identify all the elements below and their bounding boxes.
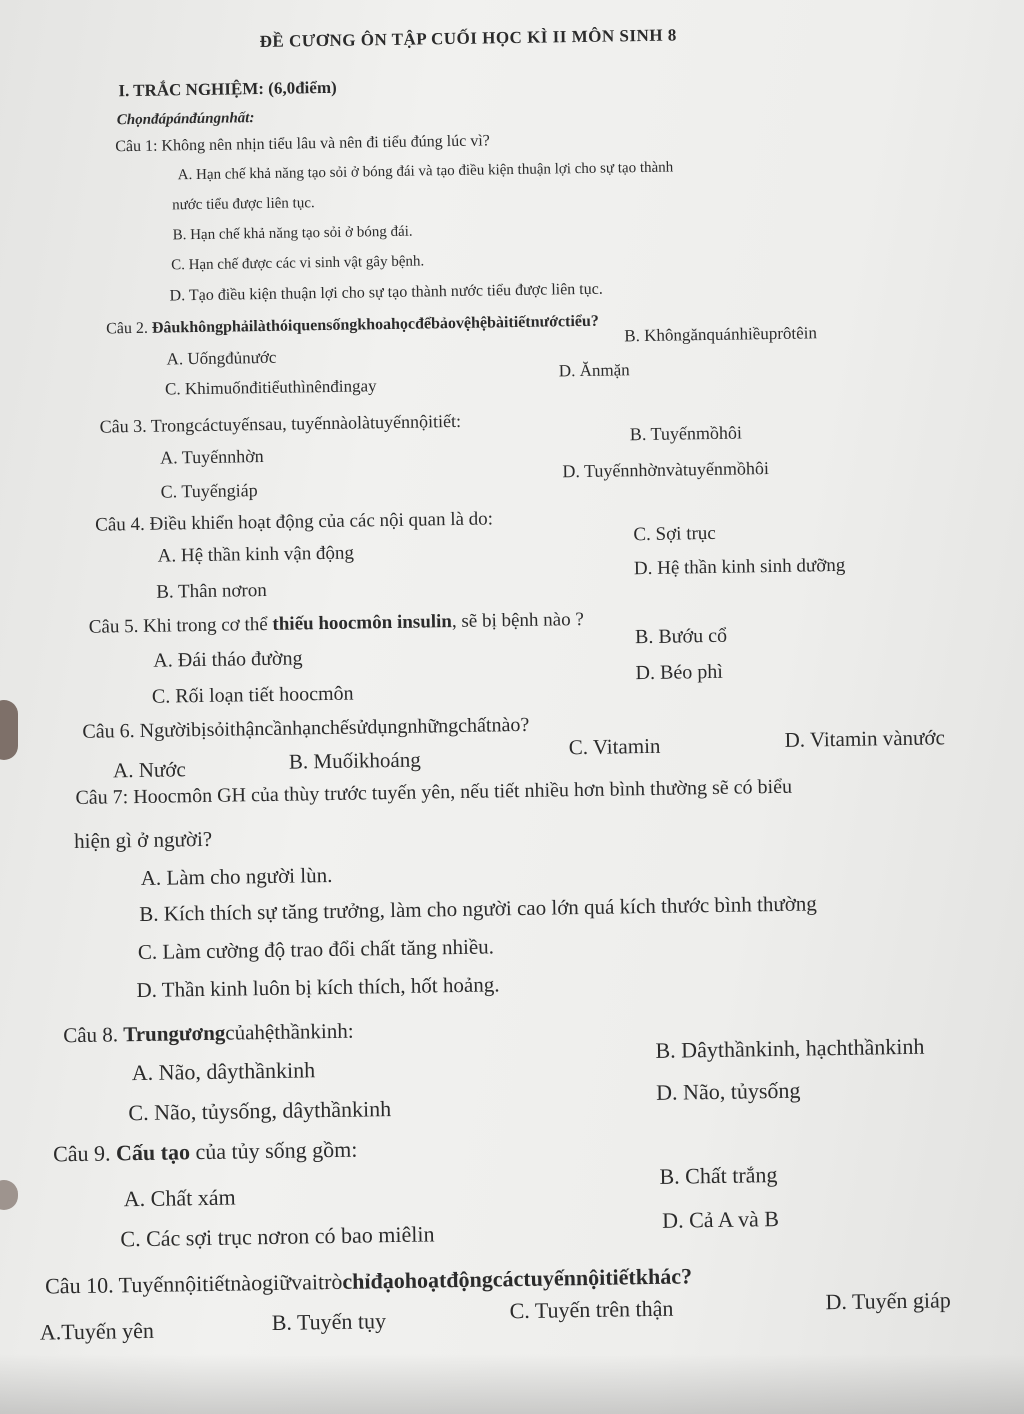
question-7-option-c: C. Làm cường độ trao đổi chất tăng nhiều. <box>137 934 495 965</box>
question-8-option-c: C. Não, tủysống, dâythầnkinh <box>128 1096 392 1126</box>
question-8-option-b: B. Dâythầnkinh, hạchthầnkinh <box>655 1033 925 1063</box>
question-2-option-b: B. Khôngănquánhiềuprôtêin <box>624 323 818 346</box>
question-1-option-b: B. Hạn chế khả năng tạo sỏi ở bóng đái. <box>172 223 413 244</box>
question-5-prefix: Câu 5. Khi trong cơ thể <box>88 613 273 638</box>
question-10-option-a: A.Tuyến yên <box>39 1317 155 1345</box>
question-9-bold: Cấu tạo <box>115 1139 191 1166</box>
question-5-bold: thiếu hoocmôn insulin <box>272 611 453 635</box>
question-6-option-c: C. Vitamin <box>568 733 661 760</box>
question-8-suffix: củahệthầnkinh: <box>225 1018 354 1045</box>
question-3-option-a: A. Tuyếnnhờn <box>159 445 264 468</box>
question-1-text: Câu 1: Không nên nhịn tiểu lâu và nên đi tiểu đúng lúc vì? <box>115 132 490 156</box>
question-4-option-c: C. Sợi trục <box>633 522 716 546</box>
question-10-prefix: Câu 10. Tuyếnnộitiếtnàogiữvaitrò <box>44 1268 343 1299</box>
instruction-text: Chọnđápánđúngnhất: <box>116 110 255 129</box>
question-8-option-d: D. Não, tủysống <box>655 1077 801 1105</box>
question-5-text <box>89 609 584 639</box>
question-5-option-a: A. Đái tháo đường <box>153 647 303 672</box>
finger-shadow <box>0 700 18 760</box>
question-2-option-d: D. Ănmặn <box>558 360 630 381</box>
question-5-option-c: C. Rối loạn tiết hoocmôn <box>151 682 354 708</box>
question-9-option-c: C. Các sợi trục nơron có bao miêlin <box>120 1221 435 1252</box>
question-1-option-a-cont: nước tiểu được liên tục. <box>172 195 315 214</box>
question-9-option-b: B. Chất trắng <box>659 1162 778 1189</box>
question-10-option-c: C. Tuyến trên thận <box>509 1295 674 1324</box>
question-5-suffix: , sẽ bị bệnh nào ? <box>451 608 584 633</box>
question-9-suffix: của tủy sống gồm: <box>189 1136 358 1165</box>
question-6-option-d: D. Vitamin vànước <box>784 725 946 752</box>
question-2-bold: Đâukhôngphảilàthóiquensốngkhoahọcđểbảovệhệbàitiếtnướctiểu? <box>151 312 599 337</box>
question-8-text <box>63 1019 354 1049</box>
question-7-text-line1: Câu 7: Hoocmôn GH của thùy trước tuyến yên, nếu tiết nhiều hơn bình thường sẽ có biểu <box>75 775 793 809</box>
bottom-shadow <box>0 1354 1024 1414</box>
question-9-text <box>53 1137 358 1168</box>
question-1-option-a: A. Hạn chế khả năng tạo sỏi ở bóng đái và tạo điều kiện thuận lợi cho sự tạo thành <box>177 159 674 184</box>
question-9-option-a: A. Chất xám <box>123 1184 236 1212</box>
question-2-option-c: C. Khimuốnđitiểuthìnênđingay <box>164 376 377 399</box>
question-7-option-b: B. Kích thích sự tăng trưởng, làm cho người cao lớn quá kích thước bình thường <box>139 891 817 927</box>
question-2-text <box>106 313 599 339</box>
question-4-text: Câu 4. Điều khiển hoạt động của các nội quan là do: <box>95 508 494 536</box>
question-9-prefix: Câu 9. <box>52 1140 117 1167</box>
question-3-option-c: C. Tuyếngiáp <box>160 480 258 502</box>
question-9-option-d: D. Cả A và B <box>661 1205 780 1233</box>
question-6-text: Câu 6. Ngườibịsỏithậncầnhạnchếsửdụngnhữngchấtnào? <box>82 713 530 743</box>
question-3-option-d: D. Tuyếnnhờnvàtuyếnmồhôi <box>562 458 770 482</box>
question-6-option-a: A. Nước <box>112 757 186 783</box>
question-7-text-line2: hiện gì ở người? <box>73 826 213 854</box>
question-10-text <box>45 1263 692 1299</box>
question-5-option-d: D. Béo phì <box>635 660 723 685</box>
question-1-option-d: D. Tạo điều kiện thuận lợi cho sự tạo thành nước tiểu được liên tục. <box>169 280 603 305</box>
question-7-option-d: D. Thần kinh luôn bị kích thích, hốt hoảng. <box>136 972 500 1003</box>
section-heading: I. TRẮC NGHIỆM: (6,0điểm) <box>118 77 337 101</box>
question-3-option-b: B. Tuyếnmồhôi <box>629 422 743 445</box>
question-6-option-b: B. Muốikhoáng <box>288 747 421 774</box>
question-10-option-d: D. Tuyến giáp <box>825 1287 951 1315</box>
question-4-option-b: B. Thân nơron <box>156 579 267 603</box>
document-title: ĐỀ CƯƠNG ÔN TẬP CUỐI HỌC KÌ II MÔN SINH 8 <box>259 25 677 52</box>
question-8-prefix: Câu 8. <box>63 1022 124 1048</box>
question-5-option-b: B. Bướu cổ <box>634 624 728 649</box>
question-8-bold: Trungương <box>123 1020 226 1047</box>
question-7-option-a: A. Làm cho người lùn. <box>140 862 333 890</box>
question-8-option-a: A. Não, dâythầnkinh <box>131 1057 316 1086</box>
question-2-option-a: A. Uốngđủnước <box>166 347 277 369</box>
question-4-option-d: D. Hệ thần kinh sinh dưỡng <box>633 554 846 580</box>
question-10-bold: chỉđạohoạtđộngcáctuyếnnộitiếtkhác? <box>342 1263 693 1294</box>
question-10-option-b: B. Tuyến tụy <box>271 1308 387 1335</box>
question-3-text: Câu 3. Trongcáctuyếnsau, tuyếnnàolàtuyếnnộitiết: <box>99 410 462 437</box>
question-2-prefix: Câu 2. <box>105 319 153 338</box>
question-4-option-a: A. Hệ thần kinh vận động <box>157 542 355 567</box>
question-1-option-c: C. Hạn chế được các vi sinh vật gây bệnh. <box>171 253 425 274</box>
